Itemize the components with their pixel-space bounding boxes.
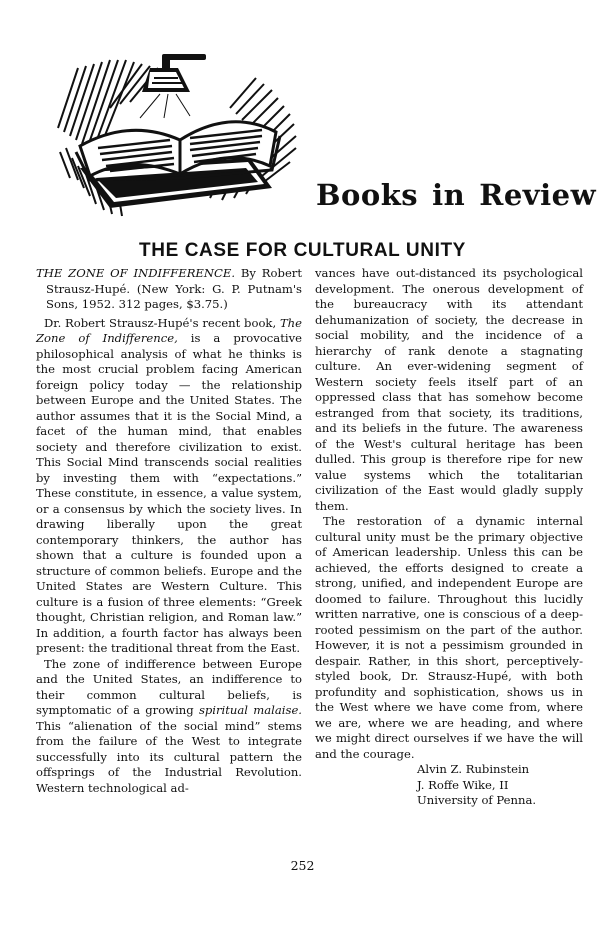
section-title-review: Review xyxy=(479,178,597,212)
section-title-books: Books xyxy=(316,178,419,212)
reviewer-signature-1: Alvin Z. Rubinstein xyxy=(417,762,530,776)
book-details: By Robert Strausz-Hupé. (New York: G. P. Putnam's Sons, 1952. 312 pages, $3.75.) xyxy=(46,266,303,311)
review-title: THE CASE FOR CULTURAL UNITY xyxy=(139,240,466,261)
review-paragraph-3: The restoration of a dynamic internal cultural unity must be the primary objective of American leadership. Unless this can be achieved, the efforts designed to create a strong, unified, and independent Europe are doomed to failure. Throughout this lucidly written narrative, one is conscious of a deep-rooted pessimism on the part of the author. However, it is not a pessimism grounded in despair. Rather, in this short, perceptively-styled book, Dr. Strausz-Hupé, with both profundity and sophistication, shows us in the West where we have come from, where we are, where we are heading, and where we might direct ourselves if we have the will and the courage. xyxy=(315,514,583,761)
p2-c: This “alienation of the social mind” stems from the failure of the West to integrate successfully into its cultural pattern the offsprings of the Industrial Revolution. Western technological ad- xyxy=(36,718,302,795)
review-paragraph-1 xyxy=(36,316,302,657)
book-title: THE ZONE OF INDIFFERENCE. xyxy=(36,266,236,280)
reviewer-affiliation: University of Penna. xyxy=(417,793,537,807)
section-title-in: in xyxy=(432,178,466,212)
open-book-lamp-illustration xyxy=(50,48,312,220)
reviewer-signature-2: J. Roffe Wike, II xyxy=(417,777,509,792)
page-number: 252 xyxy=(290,858,315,873)
p1-intro: Dr. Robert Strausz-Hupé's recent book, xyxy=(44,315,280,330)
p2-a: The zone of indifference between Europe and the United States, an indifference to their common cultural beliefs, is symptomatic of a growing xyxy=(36,656,302,717)
book-citation xyxy=(36,266,302,313)
p2-b: spiritual malaise. xyxy=(198,703,302,717)
review-paragraph-2 xyxy=(36,657,302,797)
p1-book-title: The Zone of Indifference, xyxy=(36,315,302,345)
lamp-icon xyxy=(142,54,206,92)
section-title xyxy=(316,178,596,212)
left-column xyxy=(36,266,302,796)
right-column xyxy=(315,266,583,809)
review-paragraph-2-continued: vances have out-distanced its psychological development. The onerous development of the bureaucracy with its attendant dehumanization of society, the decrease in social mobility, and the incidence of a hierarchy of rank denote a stagnating culture. An ever-widening segment of Western society feels itself part of an oppressed class that has somehow become estranged from that society, its traditions, and its beliefs in the future. The awareness of the West's cultural heritage has been dulled. This group is therefore ripe for new value systems which the totalitarian civilization of the East would gladly supply them. xyxy=(315,266,583,513)
p1-body: is a provocative philosophical analysis of what he thinks is the most crucial problem facing American foreign policy today — the relationship between Europe and the United States. The author assumes that it is the Social Mind, a facet of the human mind, that enables society and therefore civilization to exist. This Social Mind transcends social realities by investing them with “expectations.” These constitute, in essence, a value system, or a consensus by which the society lives. In drawing liberally upon the great contemporary thinkers, the author has shown that a culture is founded upon a structure of common beliefs. Europe and the United States are Western Culture. This culture is a fusion of three elements: “Greek thought, Christian religion, and Roman law.” In addition, a fourth factor has always been present: the traditional threat from the East. xyxy=(36,331,302,655)
light-rays xyxy=(140,94,190,118)
